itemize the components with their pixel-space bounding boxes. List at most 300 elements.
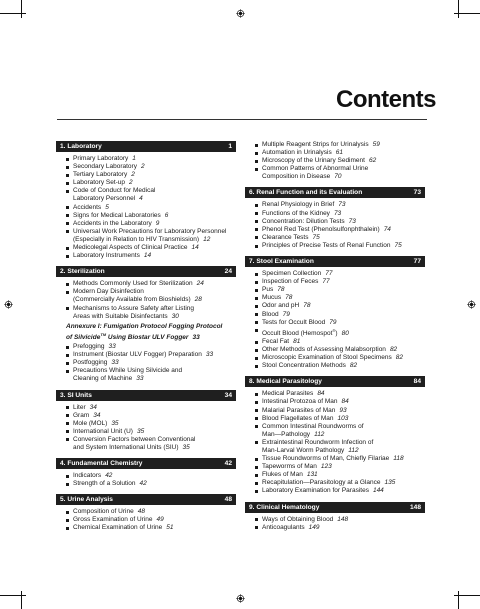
page-number: 118 [393, 455, 404, 463]
page-number: 9 [155, 219, 160, 227]
bullet-icon [255, 297, 258, 300]
page-number: 2 [129, 179, 133, 187]
toc-entry [245, 398, 425, 406]
bullet-icon [255, 204, 258, 207]
toc-entry [245, 346, 425, 354]
entry-text: Microscopic Examination of Stool Specimens [262, 354, 392, 362]
registration-mark-icon [467, 300, 476, 309]
page-number: 33 [136, 375, 144, 383]
entry-sup: ® [332, 327, 336, 333]
bullet-icon [66, 430, 69, 433]
entry-text: Tapeworms of Man [262, 463, 317, 471]
entry-text: Automation in Urinalysis [262, 149, 332, 157]
chapter-name: Renal Function and its Evaluation [256, 189, 363, 197]
page-number: 2 [140, 163, 145, 171]
bullet-icon [255, 518, 258, 521]
page-number: 42 [139, 480, 147, 488]
toc-left-column [56, 141, 236, 533]
entry-text: Functions of the Kidney [262, 209, 330, 217]
bullet-icon [66, 283, 69, 286]
chapter-heading [56, 266, 236, 277]
toc-entry [245, 338, 425, 346]
toc-entry [245, 278, 425, 286]
toc-entry [56, 204, 236, 212]
entry-text: Malarial Parasites of Man [262, 406, 336, 414]
bullet-icon [255, 349, 258, 352]
chapter-page: 1 [228, 143, 232, 150]
entry-text: Blood [262, 310, 279, 318]
toc-entry [56, 480, 236, 488]
chapter-number: 3. [60, 391, 66, 399]
page-number: 30 [171, 312, 179, 320]
toc-entry [56, 508, 236, 516]
entry-text-cont: Composition in Disease [262, 173, 331, 181]
bullet-icon [255, 458, 258, 461]
page-number: 78 [303, 302, 311, 310]
bullet-icon [255, 305, 258, 308]
page-number: 33 [192, 333, 200, 341]
entry-text: Laboratory Set-up [73, 179, 126, 187]
page-number: 33 [205, 351, 214, 359]
entry-text: Laboratory Instruments [73, 252, 140, 260]
bullet-icon [255, 441, 258, 444]
bullet-icon [66, 483, 69, 486]
chapter-title [60, 141, 102, 152]
toc-entry [245, 319, 425, 327]
entry-text-after: ) [335, 329, 338, 337]
toc-entry [56, 252, 236, 260]
page-number: 73 [333, 209, 342, 217]
bullet-icon [66, 511, 69, 514]
entry-text: Common Intestinal Roundworms of [262, 422, 364, 430]
entry-text: Chemical Examination of Urine [73, 524, 163, 532]
toc-entry [56, 155, 236, 163]
bullet-icon [255, 289, 258, 292]
bullet-icon [255, 281, 258, 284]
toc-entry [245, 226, 425, 234]
chapter-name: Urine Analysis [67, 496, 113, 504]
page-number: 33 [111, 359, 119, 367]
bullet-icon [66, 370, 69, 373]
page-number: 82 [389, 346, 398, 354]
entry-text-cont: (Commercially Available from Bioshields) [73, 296, 191, 304]
toc-entry [56, 280, 236, 288]
entry-text: Concentration: Dilution Tests [262, 217, 345, 225]
page-number: 34 [93, 411, 101, 419]
entry-text: Pus [262, 286, 274, 294]
page-number: 35 [136, 427, 145, 435]
annexure-text-cont2: Using Biostar ULV Fogger [106, 333, 189, 341]
entry-text: Indicators [73, 472, 102, 480]
bullet-icon [66, 158, 69, 161]
toc-entry [245, 439, 425, 455]
page-number: 59 [372, 141, 380, 148]
page-number: 42 [105, 472, 113, 480]
bullet-icon [255, 341, 258, 344]
entry-text: Composition of Urine [73, 508, 134, 516]
toc-entry [245, 423, 425, 439]
page-number: 79 [282, 310, 290, 318]
entry-text-cont: Cleaning of Machine [73, 375, 133, 383]
page-number: 82 [395, 354, 403, 362]
page-number: 4 [139, 195, 143, 203]
toc-entry [245, 471, 425, 479]
bullet-icon [66, 190, 69, 193]
toc-entry [245, 455, 425, 463]
entry-text: Tests for Occult Blood [262, 318, 326, 326]
entry-text: Intestinal Protozoa of Man [262, 398, 338, 406]
toc-entry [56, 524, 236, 532]
page-number: 62 [368, 157, 377, 165]
bullet-icon [66, 346, 69, 349]
crop-mark [458, 0, 459, 18]
chapter-number: 7. [249, 258, 255, 266]
toc-entry [245, 354, 425, 362]
entry-text-cont: Man-Larval Worm Pathology [262, 446, 345, 454]
entry-text: Primary Laboratory [73, 155, 129, 162]
chapter-title [249, 502, 319, 513]
crop-mark [21, 591, 22, 609]
chapter-page: 148 [409, 503, 421, 511]
chapter-name: Laboratory [67, 143, 102, 150]
page-number: 103 [337, 414, 349, 422]
entry-text: Medical Parasites [262, 390, 314, 398]
chapter-title [60, 390, 92, 401]
entry-text: Strength of a Solution [73, 480, 136, 488]
bullet-icon [255, 212, 258, 215]
chapter-heading [56, 390, 236, 401]
chapter-heading [245, 502, 425, 513]
chapter-page: 42 [224, 460, 232, 468]
page-number: 12 [203, 235, 211, 243]
page-number: 14 [191, 244, 199, 252]
title-rule [57, 119, 427, 120]
chapter-heading [56, 458, 236, 469]
bullet-icon [255, 409, 258, 412]
toc-right-column [245, 141, 425, 532]
chapter-name: Fundamental Chemistry [67, 460, 143, 468]
entry-text-cont: Laboratory Personnel [73, 195, 136, 203]
bullet-icon [66, 174, 69, 177]
page-number: 79 [329, 318, 337, 326]
chapter-page: 77 [413, 258, 421, 266]
entry-text: Methods Commonly Used for Sterilization [73, 280, 193, 288]
chapter-heading [245, 376, 425, 387]
toc-entry [56, 420, 236, 428]
page-number: 149 [308, 523, 320, 531]
entry-text: Conversion Factors between Conventional [73, 435, 196, 443]
page-number: 123 [320, 463, 332, 471]
page-number: 112 [314, 430, 325, 438]
page-number: 28 [194, 296, 202, 304]
toc-entry [245, 165, 425, 181]
bullet-icon [66, 362, 69, 365]
bullet-icon [66, 354, 69, 357]
bullet-icon [255, 220, 258, 223]
entry-text: Tissue Roundworms of Man, Chiefly Filariae [262, 455, 390, 463]
chapter-page: 84 [413, 378, 421, 386]
chapter-title [60, 494, 113, 505]
crop-mark [21, 0, 22, 18]
chapter-title [60, 458, 142, 469]
page-number: 131 [306, 471, 318, 479]
page-number: 70 [334, 173, 342, 181]
entry-text: Specimen Collection [262, 270, 322, 278]
page-number: 78 [277, 286, 285, 294]
entry-text: Ways of Obtaining Blood [262, 515, 334, 523]
bullet-icon [255, 329, 258, 332]
toc-entry [245, 415, 425, 423]
entry-text: Postfogging [73, 359, 108, 367]
bullet-icon [66, 222, 69, 225]
entry-text: Gross Examination of Urine [73, 516, 153, 524]
toc-entry [245, 234, 425, 242]
page-number: 77 [325, 270, 333, 278]
entry-text-cont: Areas with Suitable Disinfectants [73, 312, 168, 320]
bullet-icon [255, 321, 258, 324]
bullet-icon [255, 168, 258, 171]
chapter-name: Stool Examination [256, 258, 314, 266]
bullet-icon [66, 255, 69, 258]
chapter-number: 8. [249, 378, 255, 386]
entry-text: Mole (MOL) [73, 419, 108, 427]
page-number: 82 [349, 362, 358, 370]
bullet-icon [255, 490, 258, 493]
chapter-title [249, 376, 322, 387]
toc-entry [245, 516, 425, 524]
toc-entry [245, 157, 425, 165]
chapter-number: 2. [60, 268, 66, 276]
entry-text: Medicolegal Aspects of Clinical Practice [73, 244, 188, 252]
toc-entry [245, 390, 425, 398]
page-number: 6 [164, 211, 169, 219]
entry-text: Common Patterns of Abnormal Urine [262, 165, 369, 173]
toc-entry [56, 359, 236, 367]
page-number: 1 [132, 155, 136, 162]
page-number: 112 [348, 446, 359, 454]
bullet-icon [255, 160, 258, 163]
chapter-heading [56, 141, 236, 152]
page-number: 51 [166, 524, 174, 532]
toc-entry [245, 141, 425, 149]
bullet-icon [66, 406, 69, 409]
chapter-number: 9. [249, 503, 255, 511]
chapter-page: 24 [224, 268, 232, 276]
page-number: 93 [339, 406, 347, 414]
chapter-number: 4. [60, 460, 66, 468]
toc-entry [56, 412, 236, 420]
toc-entry [56, 305, 236, 321]
page-number: 144 [372, 487, 384, 495]
entry-text: Gram [73, 411, 90, 419]
bullet-icon [255, 526, 258, 529]
toc-entry [56, 228, 236, 244]
entry-text: Fecal Fat [262, 337, 290, 345]
registration-mark-icon [236, 9, 245, 18]
bullet-icon [255, 466, 258, 469]
bullet-icon [255, 228, 258, 231]
toc-entry [56, 404, 236, 412]
page-number: 48 [137, 508, 145, 516]
toc-entry [245, 327, 425, 338]
entry-text: Renal Physiology in Brief [262, 201, 335, 209]
bullet-icon [255, 474, 258, 477]
bullet-icon [66, 230, 69, 233]
entry-text-cont: Man—Pathology [262, 430, 311, 438]
entry-text: Clearance Tests [262, 233, 309, 241]
toc-entry [56, 516, 236, 524]
toc-entry [56, 367, 236, 383]
bullet-icon [255, 401, 258, 404]
entry-text: Universal Work Precautions for Laboratory Personnel [73, 227, 227, 235]
chapter-name: Sterilization [67, 268, 105, 276]
toc-entry [245, 149, 425, 157]
entry-text: Recapitulation—Parasitology at a Glance [262, 479, 381, 487]
toc-entry [245, 479, 425, 487]
toc-entry [245, 463, 425, 471]
toc-entry [56, 288, 236, 304]
page-title: Contents [336, 86, 436, 113]
toc-entry [245, 286, 425, 294]
chapter-number: 6. [249, 189, 255, 197]
toc-entry [56, 343, 236, 351]
entry-text: Code of Conduct for Medical [73, 187, 156, 195]
page-number: 84 [317, 390, 325, 398]
page-number: 33 [108, 343, 116, 351]
entry-text: Instrument (Biostar ULV Fogger) Preparation [73, 351, 202, 359]
crop-mark [0, 595, 26, 596]
bullet-icon [255, 144, 258, 147]
page-number: 80 [341, 329, 349, 337]
bullet-icon [255, 365, 258, 368]
toc-entry [56, 244, 236, 252]
entry-text: Tertiary Laboratory [73, 171, 128, 179]
entry-text: Extraintestinal Roundworm Infection of [262, 438, 374, 446]
bullet-icon [255, 417, 258, 420]
chapter-name: Clinical Hematology [256, 503, 320, 511]
entry-text: Microscopy of the Urinary Sediment [262, 157, 365, 165]
entry-text: Mechanisms to Assure Safety after Listing [73, 304, 195, 312]
page-number: 35 [182, 443, 190, 451]
toc-entry [245, 201, 425, 209]
toc-entry [56, 220, 236, 228]
chapter-name: Medical Parasitology [256, 378, 322, 386]
page-number: 61 [335, 149, 343, 157]
chapter-title [249, 256, 314, 267]
toc-entry [56, 187, 236, 203]
annexure-heading [56, 323, 236, 342]
annexure-text: Annexure I: Fumigation Protocol Fogging Protocol [66, 322, 223, 330]
toc-entry [245, 487, 425, 495]
bullet-icon [255, 482, 258, 485]
chapter-page: 48 [224, 496, 232, 504]
entry-text: Blood Flagellates of Man [262, 414, 334, 422]
page-number: 5 [105, 203, 109, 211]
entry-text: Precautions While Using Silvicide and [73, 367, 183, 375]
toc-entry [245, 524, 425, 532]
chapter-page: 34 [224, 391, 232, 399]
bullet-icon [66, 475, 69, 478]
bullet-icon [66, 519, 69, 522]
bullet-icon [66, 438, 69, 441]
toc-entry [245, 218, 425, 226]
page-number: 73 [338, 201, 346, 209]
page-number: 73 [348, 217, 356, 225]
toc-entry [245, 270, 425, 278]
toc-entry [245, 302, 425, 310]
entry-text: Laboratory Examination for Parasites [262, 487, 369, 495]
entry-text: Anticoagulants [262, 523, 305, 531]
entry-text: Other Methods of Assessing Malabsorption [262, 346, 386, 354]
entry-text: Phenol Red Test (Phenolsulfonphthalein) [262, 225, 380, 233]
entry-text: Odor and pH [262, 302, 300, 310]
bullet-icon [255, 152, 258, 155]
page-number: 81 [293, 337, 301, 345]
toc-entry [56, 163, 236, 171]
bullet-icon [255, 425, 258, 428]
crop-mark [0, 13, 26, 14]
page-number: 34 [89, 403, 97, 411]
bullet-icon [66, 182, 69, 185]
toc-entry [245, 362, 425, 370]
chapter-heading [245, 256, 425, 267]
annexure-text-cont: of Silvicide [66, 333, 101, 341]
toc-entry [56, 436, 236, 452]
chapter-number: 1. [60, 143, 66, 150]
entry-text-cont: (Especially in Relation to HIV Transmission) [73, 235, 200, 243]
toc-entry [56, 351, 236, 359]
bullet-icon [66, 414, 69, 417]
page-number: 78 [285, 294, 293, 302]
entry-text: Mucus [262, 294, 282, 302]
entry-text: Modern Day Disinfection [73, 288, 144, 296]
page-number: 75 [312, 233, 320, 241]
page-number: 24 [196, 280, 204, 288]
page-number: 14 [143, 252, 152, 260]
entry-text: Stool Concentration Methods [262, 362, 346, 370]
bullet-icon [66, 422, 69, 425]
page-number: 74 [383, 225, 391, 233]
bullet-icon [66, 527, 69, 530]
bullet-icon [255, 236, 258, 239]
page-number: 77 [322, 278, 330, 286]
chapter-page: 73 [413, 189, 421, 197]
toc-entry [56, 179, 236, 187]
page-number: 148 [337, 515, 349, 523]
bullet-icon [255, 313, 258, 316]
entry-text: Accidents in the Laboratory [73, 219, 152, 227]
entry-text: Secondary Laboratory [73, 163, 137, 171]
bullet-icon [255, 273, 258, 276]
entry-text: Inspection of Feces [262, 278, 319, 286]
toc-entry [245, 407, 425, 415]
page-number: 135 [384, 479, 396, 487]
page-number: 75 [394, 241, 402, 249]
entry-text: Prefogging [73, 343, 105, 351]
chapter-title [60, 266, 105, 277]
entry-text: Accidents [73, 203, 102, 211]
entry-text: Occult Blood (Hemospot [262, 329, 333, 337]
annexure-sup: TM [100, 331, 107, 337]
entry-text-cont: and System International Units (SIU) [73, 443, 179, 451]
bullet-icon [66, 307, 69, 310]
page-number: 49 [156, 516, 164, 524]
toc-entry [245, 311, 425, 319]
bullet-icon [66, 166, 69, 169]
toc-entry [56, 428, 236, 436]
chapter-title [249, 187, 362, 198]
chapter-number: 5. [60, 496, 66, 504]
